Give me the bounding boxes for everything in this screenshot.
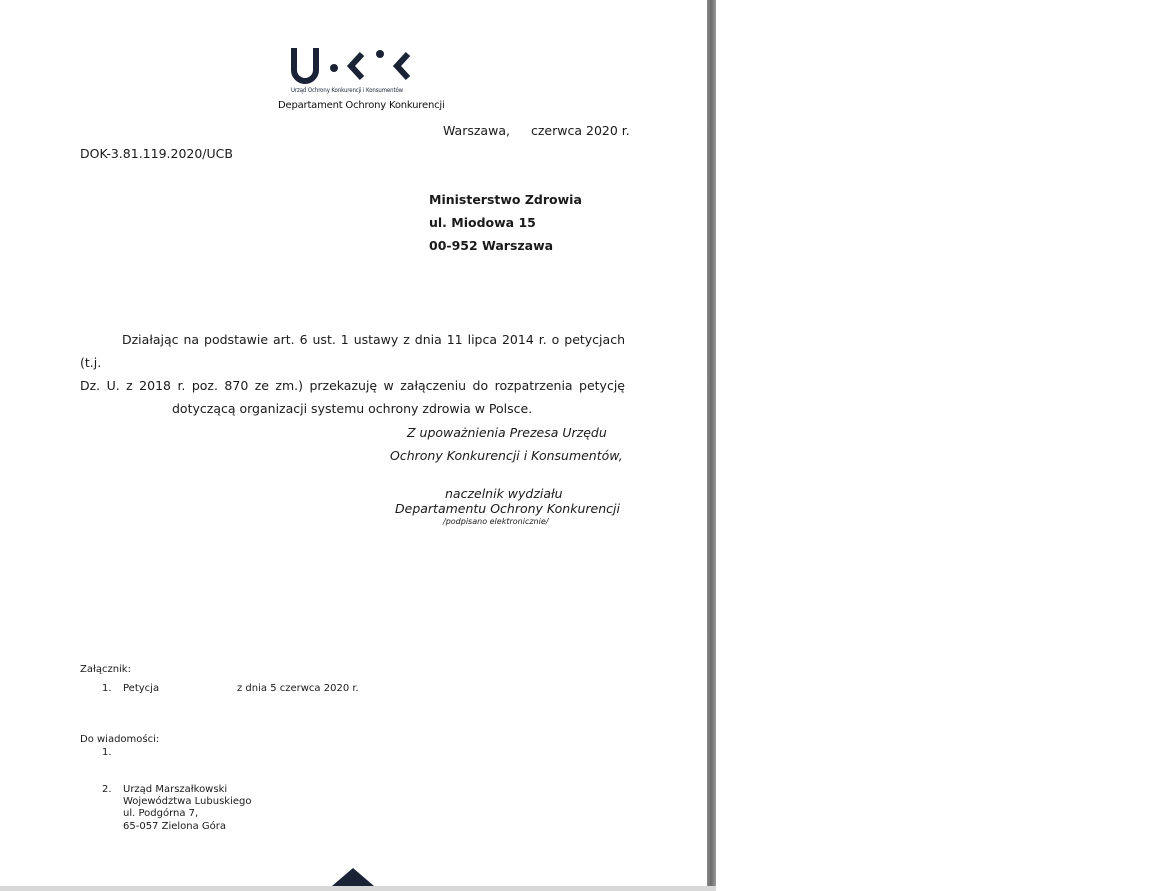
cc-address-line: ul. Podgórna 7,	[123, 808, 199, 819]
recipient-city: 00-952 Warszawa	[429, 238, 554, 253]
attachments-label: Załącznik:	[80, 664, 131, 675]
body-line: Dz. U. z 2018 r. poz. 870 ze zm.) przekazuję w załączeniu do rozpatrzenia petycję	[80, 378, 625, 393]
page-divider	[707, 0, 716, 886]
viewer-background	[716, 0, 1152, 891]
cc-address-line: 65-057 Zielona Góra	[123, 821, 227, 832]
body-line: dotyczącą organizacji systemu ochrony zdrowia w Polsce.	[172, 401, 533, 416]
attachment-number: 1.	[102, 683, 112, 694]
attachment-date: z dnia 5 czerwca 2020 r.	[237, 683, 359, 694]
footer-chevron-icon	[332, 868, 374, 886]
signature-department: Departamentu Ochrony Konkurencji	[395, 501, 620, 516]
recipient-name: Ministerstwo Zdrowia	[429, 192, 582, 207]
cc-item-number: 2.	[102, 784, 112, 795]
signature-note: /podpisano elektronicznie/	[443, 517, 549, 526]
cc-address-line: Województwa Lubuskiego	[123, 796, 252, 807]
body-line: Działając na podstawie art. 6 ust. 1 ustawy z dnia 11 lipca 2014 r. o petycjach (t.j.	[80, 332, 625, 370]
cc-label: Do wiadomości:	[80, 734, 160, 745]
letter-date: czerwca 2020 r.	[531, 123, 630, 138]
page-bottom-edge	[0, 886, 716, 891]
cc-item-number: 1.	[102, 747, 112, 758]
signature-authorization: Z upoważnienia Prezesa Urzędu	[407, 425, 607, 440]
signature-office: Ochrony Konkurencji i Konsumentów,	[390, 448, 623, 463]
logo-department: Departament Ochrony Konkurencji	[278, 100, 445, 111]
signature-title: naczelnik wydziału	[445, 486, 563, 501]
attachment-name: Petycja	[123, 683, 160, 694]
uokik-logo	[288, 46, 416, 88]
logo-org-name: Urząd Ochrony Konkurencji i Konsumentów	[291, 87, 403, 94]
reference-number: DOK-3.81.119.2020/UCB	[80, 146, 233, 161]
cc-address-line: Urząd Marszałkowski	[123, 784, 228, 795]
letter-body	[80, 328, 625, 420]
recipient-street: ul. Miodowa 15	[429, 215, 536, 230]
letter-place: Warszawa,	[443, 123, 510, 138]
